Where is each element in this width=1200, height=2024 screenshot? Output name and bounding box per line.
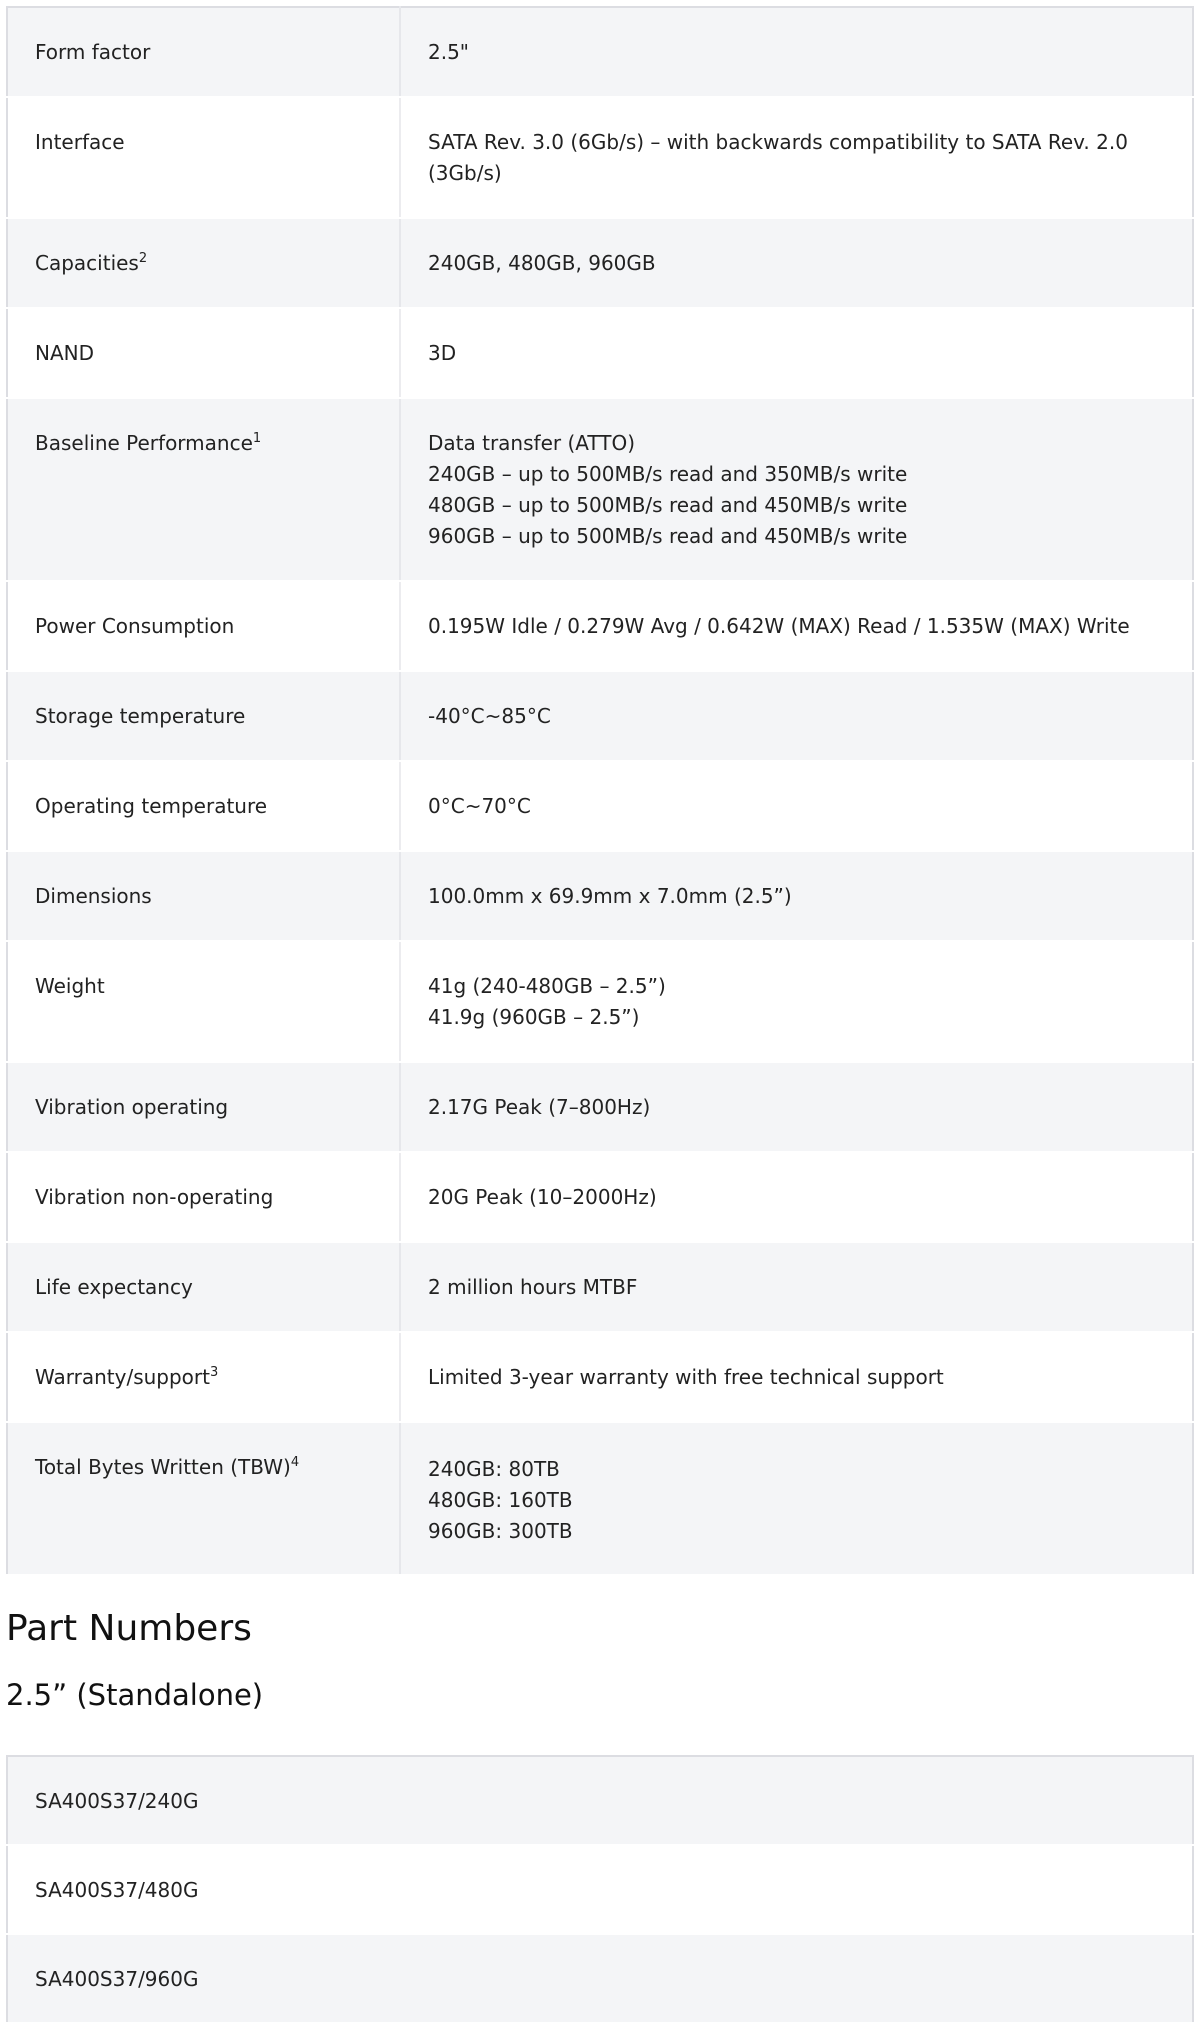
spec-value-line: 20G Peak (10–2000Hz) — [428, 1185, 657, 1209]
spec-row-life-expectancy — [7, 1242, 1193, 1332]
spec-value — [400, 398, 1193, 581]
spec-label — [7, 851, 400, 941]
spec-value-line: 240GB: 80TB — [428, 1457, 560, 1481]
spec-label — [7, 398, 400, 581]
spec-value-line: Data transfer (ATTO) — [428, 431, 636, 455]
spec-label — [7, 671, 400, 761]
spec-row-form-factor — [7, 7, 1193, 97]
spec-value-line: 2.17G Peak (7–800Hz) — [428, 1095, 651, 1119]
spec-label — [7, 1242, 400, 1332]
spec-row-total-bytes-written — [7, 1422, 1193, 1575]
spec-label-text: Baseline Performance — [35, 431, 253, 455]
spec-value-line: Limited 3-year warranty with free technical support — [428, 1365, 944, 1389]
spec-value — [400, 308, 1193, 398]
spec-label-text: Storage temperature — [35, 704, 246, 728]
spec-label-text: Form factor — [35, 40, 151, 64]
footnote-ref: 4 — [290, 1455, 300, 1470]
part-number-cell: SA400S37/240G — [7, 1756, 1193, 1845]
part-number-row — [7, 1756, 1193, 1845]
spec-row-nand — [7, 308, 1193, 398]
spec-value-line: 41g (240-480GB – 2.5”) — [428, 974, 666, 998]
specifications-table — [6, 6, 1194, 1576]
spec-row-operating-temperature — [7, 761, 1193, 851]
footnote-ref: 1 — [252, 431, 262, 446]
spec-label — [7, 941, 400, 1062]
part-number-row — [7, 1845, 1193, 1934]
spec-label-text: Power Consumption — [35, 614, 235, 638]
spec-row-storage-temperature — [7, 671, 1193, 761]
spec-value-line: SATA Rev. 3.0 (6Gb/s) – with backwards compatibility to SATA Rev. 2.0 (3Gb/s) — [428, 130, 1128, 185]
spec-value — [400, 7, 1193, 97]
spec-value — [400, 97, 1193, 218]
spec-value — [400, 1152, 1193, 1242]
spec-value — [400, 671, 1193, 761]
spec-row-baseline-performance — [7, 398, 1193, 581]
spec-value — [400, 581, 1193, 671]
spec-row-dimensions — [7, 851, 1193, 941]
spec-label-text: Warranty/support — [35, 1365, 210, 1389]
spec-value — [400, 941, 1193, 1062]
spec-value-line: 0°C~70°C — [428, 794, 531, 818]
spec-row-vibration-non-operating — [7, 1152, 1193, 1242]
spec-value-line: 100.0mm x 69.9mm x 7.0mm (2.5”) — [428, 884, 792, 908]
spec-value-line: 480GB – up to 500MB/s read and 450MB/s write — [428, 493, 908, 517]
spec-row-capacities — [7, 218, 1193, 308]
spec-value — [400, 1422, 1193, 1575]
spec-label — [7, 581, 400, 671]
part-numbers-heading: Part Numbers — [6, 1608, 252, 1649]
footnote-ref: 3 — [209, 1365, 219, 1380]
part-number-cell: SA400S37/480G — [7, 1845, 1193, 1934]
spec-label — [7, 97, 400, 218]
spec-label-text: Vibration non-operating — [35, 1185, 274, 1209]
spec-value-line: 960GB: 300TB — [428, 1519, 573, 1543]
spec-label-text: Vibration operating — [35, 1095, 229, 1119]
spec-value-line: 0.195W Idle / 0.279W Avg / 0.642W (MAX) Read / 1.535W (MAX) Write — [428, 614, 1130, 638]
spec-label — [7, 218, 400, 308]
part-numbers-table — [6, 1755, 1194, 2024]
spec-label — [7, 308, 400, 398]
spec-row-weight — [7, 941, 1193, 1062]
part-number-cell: SA400S37/960G — [7, 1934, 1193, 2023]
part-number-row — [7, 1934, 1193, 2023]
spec-value-line: 2 million hours MTBF — [428, 1275, 638, 1299]
spec-value-line: -40°C~85°C — [428, 704, 551, 728]
spec-row-interface — [7, 97, 1193, 218]
spec-label-text: NAND — [35, 341, 95, 365]
standalone-subheading: 2.5” (Standalone) — [6, 1678, 264, 1712]
spec-label-text: Total Bytes Written (TBW) — [35, 1455, 291, 1479]
spec-label-text: Capacities — [35, 251, 139, 275]
spec-row-warranty-support — [7, 1332, 1193, 1422]
spec-value-line: 41.9g (960GB – 2.5”) — [428, 1005, 640, 1029]
spec-value — [400, 851, 1193, 941]
spec-label-text: Dimensions — [35, 884, 152, 908]
spec-value — [400, 761, 1193, 851]
spec-value — [400, 1332, 1193, 1422]
spec-label — [7, 1152, 400, 1242]
spec-value — [400, 1242, 1193, 1332]
spec-label — [7, 761, 400, 851]
spec-label-text: Life expectancy — [35, 1275, 193, 1299]
spec-value-line: 3D — [428, 341, 457, 365]
spec-value-line: 2.5" — [428, 40, 470, 64]
spec-value — [400, 218, 1193, 308]
spec-row-vibration-operating — [7, 1062, 1193, 1152]
spec-value-line: 240GB, 480GB, 960GB — [428, 251, 656, 275]
spec-label-text: Weight — [35, 974, 105, 998]
spec-label — [7, 1422, 400, 1575]
spec-label — [7, 1062, 400, 1152]
spec-value-line: 480GB: 160TB — [428, 1488, 573, 1512]
spec-label — [7, 1332, 400, 1422]
spec-value-line: 240GB – up to 500MB/s read and 350MB/s write — [428, 462, 908, 486]
footnote-ref: 2 — [138, 251, 148, 266]
spec-row-power-consumption — [7, 581, 1193, 671]
spec-value — [400, 1062, 1193, 1152]
spec-value-line: 960GB – up to 500MB/s read and 450MB/s write — [428, 524, 908, 548]
spec-label-text: Operating temperature — [35, 794, 268, 818]
spec-label — [7, 7, 400, 97]
spec-label-text: Interface — [35, 130, 125, 154]
